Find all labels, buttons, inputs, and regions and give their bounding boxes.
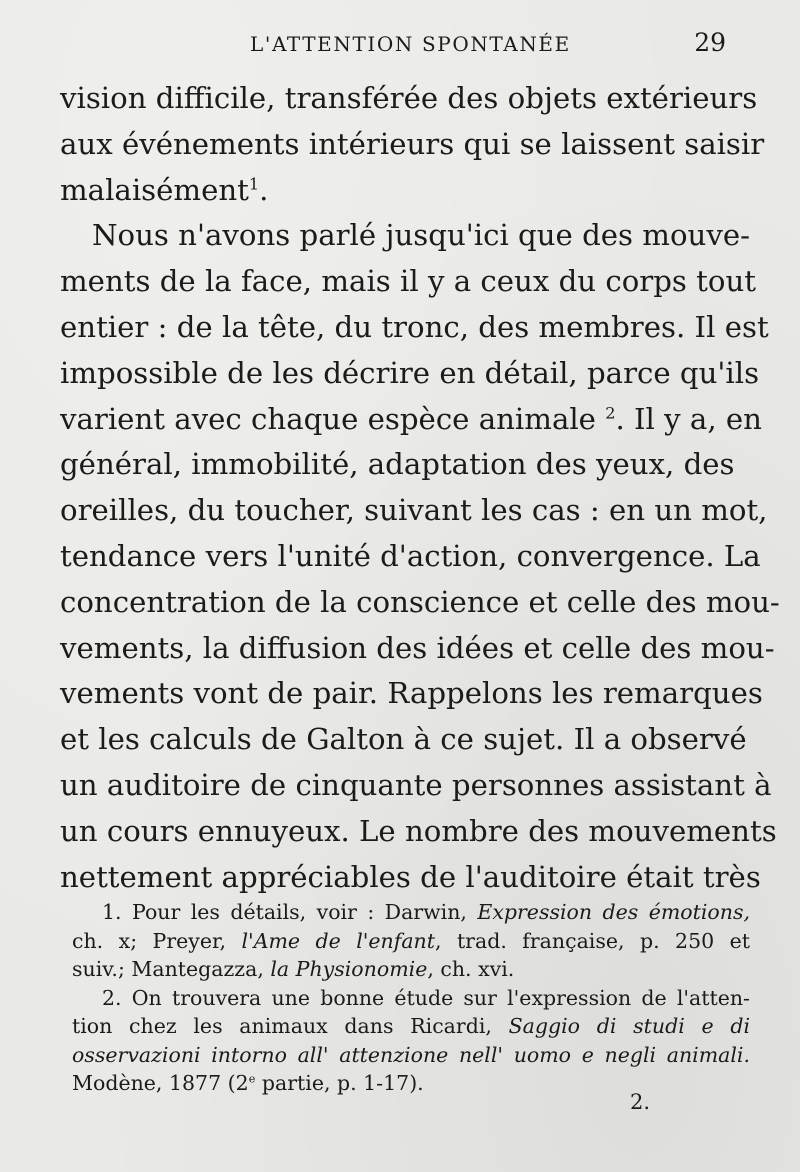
fn1-title-preyer: l'Ame de l'enfant [241,928,435,953]
body-line-18: nettement appréciables de l'auditoire était très [60,859,761,894]
body-line-6: entier : de la tête, du tronc, des membres. Il est [60,309,769,344]
fn2-text-b: Modène, 1877 (2 [72,1071,249,1095]
body-line-13: vements, la diffusion des idées et celle des mou- [60,630,775,665]
running-title: L'ATTENTION SPONTANÉE [250,32,571,56]
footnote-1-line-3 [72,955,750,984]
body-line-5: ments de la face, mais il y a ceux du corps tout [60,264,756,299]
fn1-title-darwin: Expression des émotions, [477,900,750,924]
fn2-text-a: tion chez les animaux dans Ricardi, [72,1014,509,1038]
body-text [60,76,780,900]
body-line-2: aux événements intérieurs qui se laissent saisir [60,126,765,161]
body-line-14: vements vont de pair. Rappelons les remarques [60,676,763,711]
body-line-4: Nous n'avons parlé jusqu'ici que des mouve- [92,218,750,253]
fn2-title-ricardi-cont: osservazioni intorno all' attenzione nell' uomo e negli animali. [72,1042,750,1067]
fn2-text-c: partie, p. 1-17). [255,1071,424,1095]
fn1-title-mantegazza: la Physionomie [270,957,428,981]
body-line-16: un auditoire de cinquante personnes assistant à [60,767,772,802]
signature-mark: 2. [630,1090,651,1114]
body-line-3-tail: . [259,172,269,207]
body-line-9: général, immobilité, adaptation des yeux, des [60,447,735,482]
body-line-8-tail: . Il y a, en [615,401,762,436]
body-line-11: tendance vers l'unité d'action, convergence. La [60,538,761,573]
page-number: 29 [694,28,726,57]
body-line-3 [60,168,734,214]
fn1-text-e: , ch. xvi. [427,957,515,981]
page-header [60,28,730,64]
body-line-12: concentration de la conscience et celle des mou- [60,584,780,619]
body-line-17: un cours ennuyeux. Le nombre des mouvements [60,813,777,848]
body-line-8-text: varient avec chaque espèce animale [60,401,596,436]
footnote-2-line-2 [72,1012,750,1041]
footnote-2-line-1: 2. On trouvera une bonne étude sur l'expression de l'atten- [102,985,750,1010]
body-line-8 [60,397,762,443]
footnote-ref-1: 1 [248,174,260,194]
footnote-ref-2: 2 [605,403,616,423]
body-line-7: impossible de les décrire en détail, parce qu'ils [60,355,760,390]
footnote-1-line-1 [72,898,750,927]
fn2-superscript: e [248,1072,256,1086]
fn1-text-a: 1. Pour les détails, voir : Darwin, [102,900,478,924]
footnotes [72,898,750,1098]
fn1-text-b: ch. x; Preyer, [72,928,242,953]
fn2-title-ricardi: Saggio di studi e di [508,1014,750,1038]
body-line-10: oreilles, du toucher, suivant les cas : en un mot, [60,493,768,528]
body-line-1: vision difficile, transférée des objets extérieurs [60,81,758,115]
body-line-15: et les calculs de Galton à ce sujet. Il a observé [60,722,747,757]
fn1-text-c: , trad. française, p. 250 et [434,928,750,953]
body-line-3-text: malaisément [60,172,249,207]
fn1-text-d: suiv.; Mantegazza, [72,957,271,981]
footnote-2-line-3 [72,1041,750,1070]
footnote-1-line-2 [72,927,750,956]
